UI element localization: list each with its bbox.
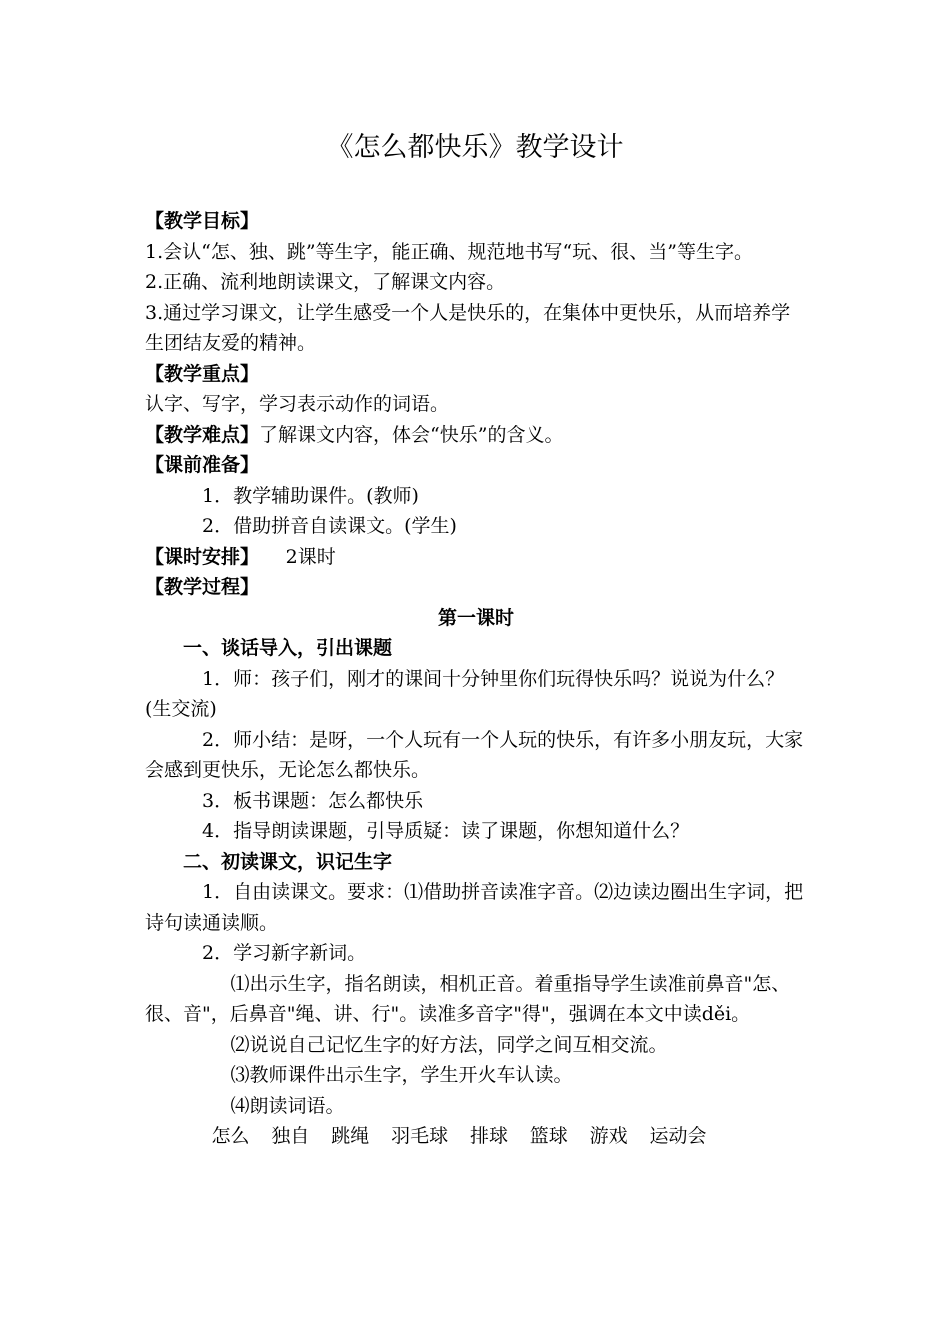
word-list [145,1121,807,1152]
section2-subitem: ⑷朗读词语。 [230,1094,345,1117]
goal-item: 3.通过学习课文，让学生感受一个人是快乐的，在集体中更快乐，从而培养学生团结友爱的精神。 [145,301,791,354]
key-points-text: 认字、写字，学习表示动作的词语。 [145,393,450,415]
section1-item: 3．板书课题：怎么都快乐 [202,789,424,812]
section1-heading: 一、谈话导入，引出课题 [183,637,393,659]
document-body [145,206,807,1152]
section1-item: 4．指导朗读课题，引导质疑：读了课题，你想知道什么？ [202,820,690,842]
section2-item: 1．自由读课文。要求：⑴借助拼音读准字音。⑵边读边圈出生字词，把诗句读通读顺。 [145,881,804,934]
schedule-line [145,542,807,573]
word-item: 游戏 [589,1125,628,1147]
word-item: 运动会 [649,1125,707,1147]
difficulty-heading: 【教学难点】 [145,423,260,446]
difficulty-text: 了解课文内容，体会“快乐”的含义。 [259,423,564,446]
section2-heading: 二、初读课文，识记生字 [183,850,393,873]
schedule-text: 2课时 [285,545,336,568]
lesson-title: 第一课时 [437,606,514,629]
process-heading: 【教学过程】 [145,576,260,598]
document-title: 《怎么都快乐》教学设计 [326,132,624,163]
goal-item: 1.会认“怎、独、跳”等生字，能正确、规范地书写“玩、很、当”等生字。 [145,240,753,263]
word-item: 独自 [271,1125,310,1147]
word-item: 篮球 [529,1125,568,1147]
section2-subitem: ⑵说说自己记忆生字的好方法，同学之间互相交流。 [230,1033,668,1056]
section1-item: 1．师：孩子们，刚才的课间十分钟里你们玩得快乐吗？说说为什么？(生交流) [145,667,785,720]
section2-item: 2．学习新字新词。 [202,942,367,964]
prep-item: 1．教学辅助课件。(教师) [202,484,419,507]
word-item: 怎么 [211,1125,250,1147]
difficulty-line [145,420,807,451]
section2-subitem: ⑶教师课件出示生字，学生开火车认读。 [230,1064,573,1086]
section2-subitem: ⑴出示生字，指名朗读，相机正音。着重指导学生读准前鼻音"怎、很、音"，后鼻音"绳、讲、行"。读准多音字"得"，强调在本文中读děi。 [145,972,791,1025]
word-item: 排球 [469,1125,508,1147]
prep-heading: 【课前准备】 [145,454,260,476]
word-item: 羽毛球 [391,1125,449,1147]
section1-item: 2．师小结：是呀，一个人玩有一个人玩的快乐，有许多小朋友玩，大家会感到更快乐，无论怎么都快乐。 [145,728,804,781]
schedule-heading: 【课时安排】 [145,545,260,568]
goals-heading: 【教学目标】 [145,210,260,232]
goal-item: 2.正确、流利地朗读课文，了解课文内容。 [145,271,506,293]
key-points-heading: 【教学重点】 [145,362,260,385]
word-item: 跳绳 [331,1125,370,1147]
prep-item: 2．借助拼音自读课文。(学生) [202,515,457,537]
